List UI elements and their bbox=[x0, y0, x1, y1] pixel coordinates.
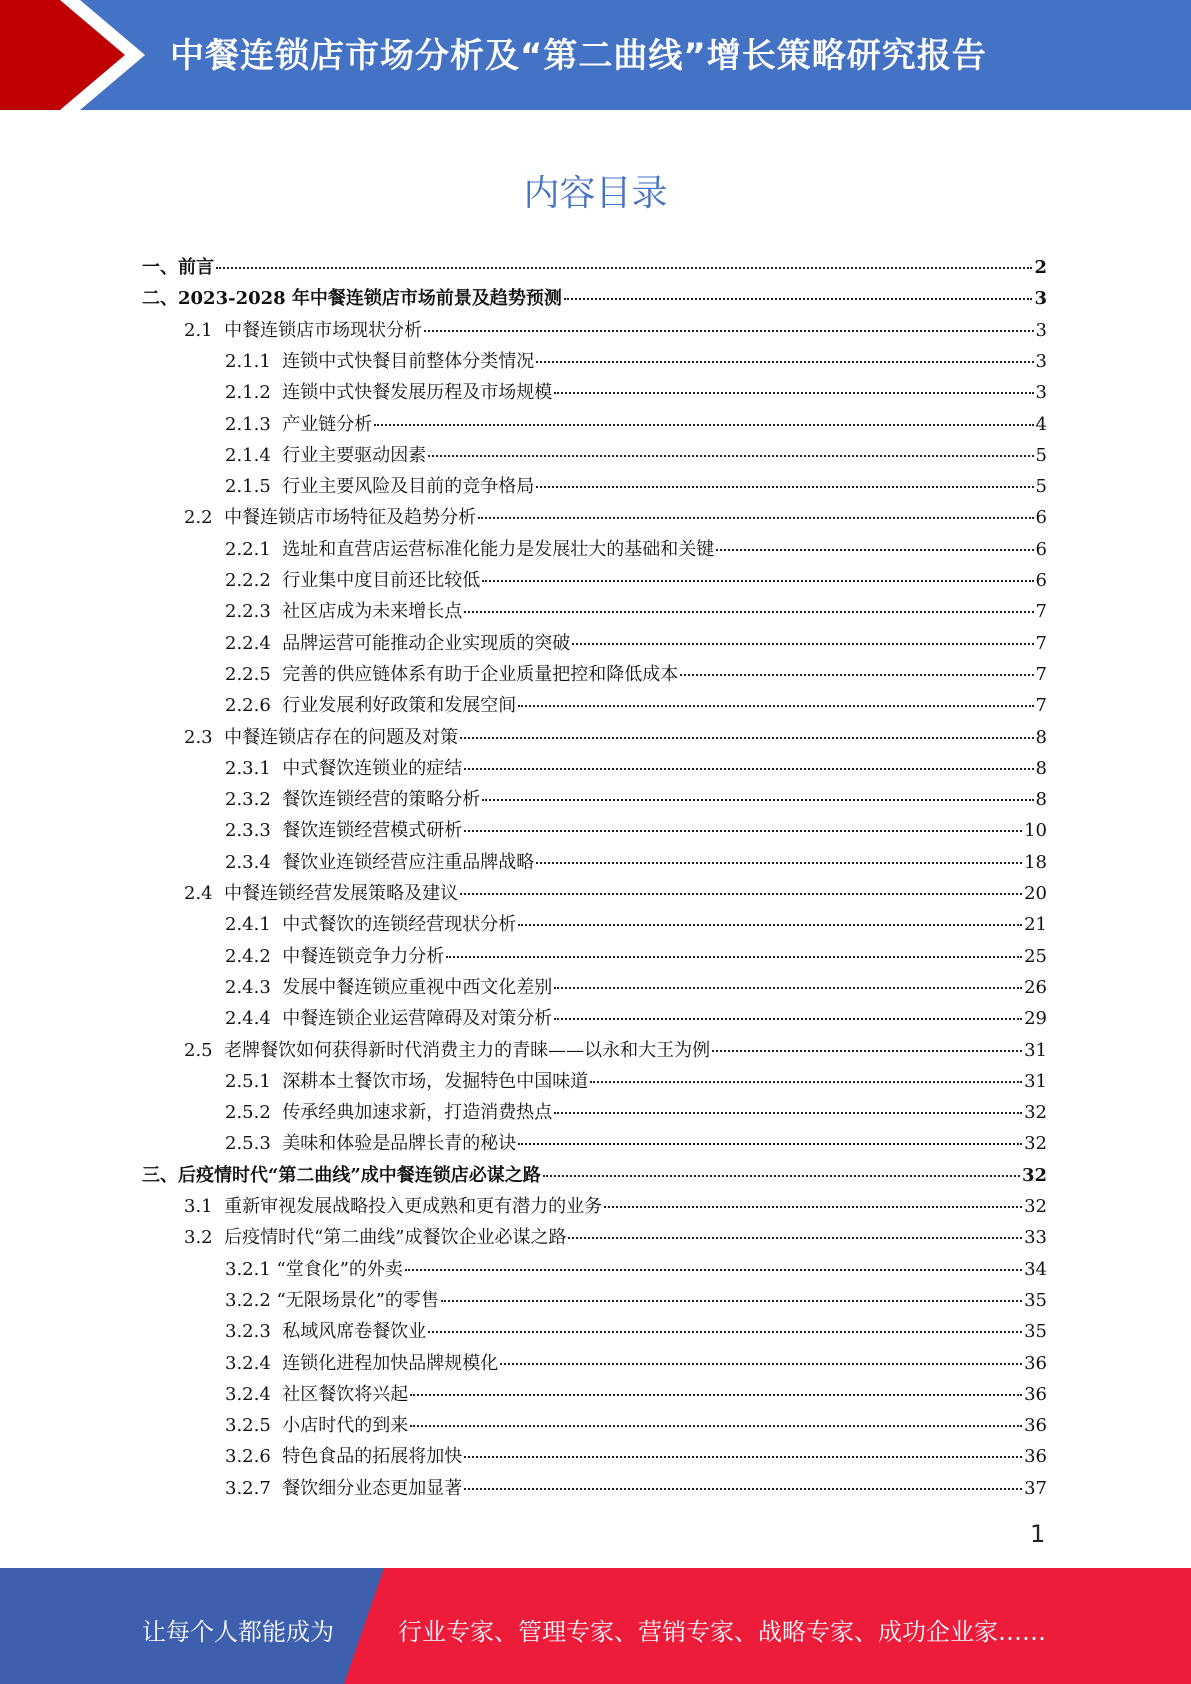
toc-entry[interactable] bbox=[225, 1474, 1047, 1504]
toc-entry-page: 36 bbox=[1024, 1446, 1047, 1468]
toc-entry[interactable] bbox=[225, 1255, 1047, 1285]
toc-entry-number: 2.5.3 bbox=[225, 1133, 283, 1155]
toc-entry-page: 32 bbox=[1024, 1102, 1047, 1124]
toc-entry-title: 2023-2028 年中餐连锁店市场前景及趋势预测 bbox=[178, 288, 562, 310]
toc-entry[interactable] bbox=[225, 378, 1047, 408]
toc-entry-number: 3.2.4 bbox=[225, 1383, 283, 1405]
toc-entry[interactable] bbox=[225, 472, 1047, 502]
toc-entry-number: 3.2.1 bbox=[225, 1258, 277, 1280]
toc-entry-title: 重新审视发展战略投入更成熟和更有潜力的业务 bbox=[224, 1196, 603, 1217]
toc-entry-title: 产业链分析 bbox=[282, 413, 373, 435]
toc-entry-number: 2.3.3 bbox=[225, 820, 283, 842]
toc-entry-number: 2.2.3 bbox=[225, 601, 283, 623]
toc-entry-title: 行业集中度目前还比较低 bbox=[282, 570, 481, 591]
toc-entry-page: 33 bbox=[1024, 1227, 1047, 1249]
toc-entry[interactable] bbox=[225, 785, 1047, 815]
page-number: 1 bbox=[1030, 1520, 1046, 1548]
toc-dot-leader bbox=[410, 1425, 1022, 1427]
toc-entry-title: 后疫情时代“第二曲线”成中餐连锁店必谋之路 bbox=[178, 1164, 541, 1186]
toc-dot-leader bbox=[518, 924, 1022, 926]
toc-entry[interactable] bbox=[225, 347, 1047, 377]
toc-entry-title: 连锁中式快餐发展历程及市场规模 bbox=[282, 382, 553, 404]
toc-entry-page: 29 bbox=[1024, 1008, 1047, 1030]
toc-entry-number: 2.1 bbox=[184, 319, 225, 341]
toc-dot-leader bbox=[554, 1018, 1022, 1020]
toc-dot-leader bbox=[543, 1175, 1020, 1177]
toc-entry-title: 深耕本土餐饮市场，发掘特色中国味道 bbox=[282, 1070, 589, 1092]
toc-entry-title: 小店时代的到来 bbox=[282, 1415, 409, 1437]
toc-entry-title: 中餐连锁店市场现状分析 bbox=[224, 319, 423, 341]
toc-entry-page: 2 bbox=[1034, 257, 1047, 278]
toc-dot-leader bbox=[712, 1050, 1022, 1052]
toc-entry[interactable] bbox=[225, 910, 1047, 940]
toc-entry-number: 2.3.4 bbox=[225, 851, 283, 873]
toc-dot-leader bbox=[482, 580, 1033, 582]
toc-dot-leader bbox=[428, 1331, 1022, 1333]
toc-entry-page: 8 bbox=[1035, 789, 1047, 811]
toc-entry-number: 3.2.4 bbox=[225, 1352, 283, 1374]
toc-entry-title: 品牌运营可能推动企业实现质的突破 bbox=[282, 632, 571, 654]
toc-entry-number: 2.2.6 bbox=[225, 695, 283, 717]
toc-entry[interactable] bbox=[225, 1411, 1047, 1441]
toc-entry-page: 6 bbox=[1035, 507, 1047, 529]
toc-entry-page: 31 bbox=[1024, 1039, 1047, 1061]
toc-entry-title: 中式餐饮的连锁经营现状分析 bbox=[282, 914, 517, 936]
toc-entry[interactable] bbox=[225, 535, 1047, 565]
toc-entry-number: 3.2.7 bbox=[225, 1477, 283, 1499]
toc-entry[interactable] bbox=[225, 629, 1047, 659]
toc-dot-leader bbox=[568, 1237, 1022, 1239]
toc-dot-leader bbox=[518, 705, 1033, 707]
toc-entry-number: 二、 bbox=[142, 288, 178, 310]
toc-entry[interactable] bbox=[184, 1036, 1047, 1066]
toc-entry-number: 2.5.1 bbox=[225, 1070, 283, 1092]
toc-entry-number: 3.2.2 bbox=[225, 1289, 277, 1311]
toc-entry-page: 37 bbox=[1024, 1477, 1047, 1499]
toc-entry-number: 3.2.5 bbox=[225, 1415, 283, 1437]
toc-entry-title: 美味和体验是品牌长青的秘诀 bbox=[282, 1133, 517, 1155]
toc-dot-leader bbox=[424, 330, 1033, 332]
toc-entry[interactable] bbox=[184, 503, 1047, 533]
toc-entry-title: 发展中餐连锁应重视中西文化差别 bbox=[282, 976, 553, 998]
toc-entry-number: 2.5.2 bbox=[225, 1102, 283, 1124]
toc-dot-leader bbox=[464, 1488, 1022, 1490]
toc-dot-leader bbox=[374, 424, 1033, 426]
toc-dot-leader bbox=[410, 1394, 1022, 1396]
toc-dot-leader bbox=[564, 298, 1033, 300]
toc-entry[interactable] bbox=[225, 1129, 1047, 1159]
toc-entry-number: 2.4.1 bbox=[225, 914, 283, 936]
toc-entry-title: 前言 bbox=[178, 257, 214, 278]
toc-entry-number: 3.1 bbox=[184, 1196, 225, 1217]
toc-entry[interactable] bbox=[225, 1004, 1047, 1034]
toc-entry-number: 2.1.3 bbox=[225, 413, 283, 435]
toc-entry-number: 3.2.3 bbox=[225, 1321, 283, 1343]
toc-dot-leader bbox=[518, 1143, 1022, 1145]
toc-entry[interactable] bbox=[225, 1380, 1047, 1410]
footer-roles: 行业专家、管理专家、营销专家、战略专家、成功企业家…… bbox=[398, 1618, 1046, 1646]
toc-entry-number: 2.3 bbox=[184, 726, 225, 748]
toc-entry-page: 36 bbox=[1024, 1352, 1047, 1374]
footer-banner bbox=[0, 1568, 1191, 1684]
toc-entry-number: 3.2 bbox=[184, 1227, 225, 1249]
toc-entry-page: 10 bbox=[1024, 820, 1047, 842]
toc-dot-leader bbox=[405, 1269, 1022, 1271]
toc-entry-page: 36 bbox=[1024, 1383, 1047, 1405]
toc-dot-leader bbox=[478, 517, 1033, 519]
toc-entry-title: 社区店成为未来增长点 bbox=[282, 601, 463, 623]
toc-entry-page: 8 bbox=[1035, 757, 1047, 779]
toc-entry-page: 21 bbox=[1024, 914, 1047, 936]
toc-entry-title: 中餐连锁企业运营障碍及对策分析 bbox=[282, 1008, 553, 1030]
toc-dot-leader bbox=[604, 1206, 1022, 1208]
toc-dot-leader bbox=[536, 486, 1033, 488]
toc-entry-number: 2.1.2 bbox=[225, 382, 283, 404]
toc-entry-page: 25 bbox=[1024, 945, 1047, 967]
toc-entry-title: 餐饮连锁经营模式研析 bbox=[282, 820, 463, 842]
toc-entry-number: 2.1.5 bbox=[225, 476, 283, 498]
toc-entry-title: 中餐连锁经营发展策略及建议 bbox=[224, 883, 459, 904]
toc-entry-number: 2.4.2 bbox=[225, 945, 283, 967]
toc-entry-page: 8 bbox=[1035, 726, 1047, 748]
toc-entry-title: 中餐连锁竞争力分析 bbox=[282, 945, 445, 967]
toc-entry[interactable] bbox=[225, 566, 1047, 596]
toc-dot-leader bbox=[464, 768, 1033, 770]
toc-entry-number: 2.2 bbox=[184, 507, 225, 529]
toc-entry-number: 2.2.1 bbox=[225, 538, 283, 560]
toc-entry-number: 2.3.2 bbox=[225, 789, 283, 811]
toc-entry-page: 7 bbox=[1035, 632, 1047, 654]
toc-entry-title: “无限场景化”的零售 bbox=[276, 1289, 439, 1311]
toc-entry[interactable] bbox=[184, 879, 1047, 909]
toc-entry-title: 老牌餐饮如何获得新时代消费主力的青睐——以永和大王为例 bbox=[224, 1039, 711, 1061]
header-banner bbox=[0, 0, 1191, 110]
toc-entry[interactable] bbox=[225, 660, 1047, 690]
toc-entry-page: 35 bbox=[1024, 1321, 1047, 1343]
toc-entry-number: 3.2.6 bbox=[225, 1446, 283, 1468]
toc-dot-leader bbox=[500, 1363, 1022, 1365]
toc-entry-number: 2.1.1 bbox=[225, 350, 283, 372]
toc-entry[interactable] bbox=[225, 597, 1047, 627]
toc-entry-title: 特色食品的拓展将加快 bbox=[282, 1446, 463, 1468]
toc-entry[interactable] bbox=[184, 723, 1047, 753]
footer-slogan: 让每个人都能成为 bbox=[142, 1618, 334, 1646]
report-title: 中餐连锁店市场分析及“第二曲线”增长策略研究报告 bbox=[170, 36, 987, 76]
toc-entry-number: 三、 bbox=[142, 1164, 178, 1186]
toc-dot-leader bbox=[441, 1300, 1022, 1302]
toc-entry-number: 2.4.4 bbox=[225, 1008, 283, 1030]
toc-entry-title: 餐饮细分业态更加显著 bbox=[282, 1477, 463, 1499]
toc-entry[interactable] bbox=[142, 1161, 1047, 1191]
toc-entry-page: 31 bbox=[1024, 1070, 1047, 1092]
toc-entry-page: 3 bbox=[1035, 382, 1047, 404]
toc-entry-title: “堂食化”的外卖 bbox=[276, 1258, 403, 1280]
toc-entry-page: 32 bbox=[1024, 1196, 1047, 1217]
toc-entry-title: 餐饮连锁经营的策略分析 bbox=[282, 789, 481, 811]
toc-heading: 内容目录 bbox=[523, 173, 668, 214]
toc-entry[interactable] bbox=[225, 1349, 1047, 1379]
toc-entry-title: 中式餐饮连锁业的症结 bbox=[282, 757, 463, 779]
toc-entry-page: 3 bbox=[1035, 319, 1047, 341]
toc-dot-leader bbox=[464, 830, 1022, 832]
toc-entry-page: 36 bbox=[1024, 1415, 1047, 1437]
toc-entry[interactable] bbox=[184, 1192, 1047, 1222]
toc-entry-page: 5 bbox=[1035, 476, 1047, 498]
toc-dot-leader bbox=[428, 455, 1033, 457]
toc-entry-title: 行业主要驱动因素 bbox=[282, 444, 427, 466]
toc-entry-title: 连锁化进程加快品牌规模化 bbox=[282, 1352, 499, 1374]
toc-entry-title: 行业主要风险及目前的竞争格局 bbox=[282, 476, 535, 498]
toc-entry[interactable] bbox=[225, 1067, 1047, 1097]
toc-dot-leader bbox=[536, 361, 1033, 363]
toc-entry-page: 6 bbox=[1035, 570, 1047, 591]
toc-entry-page: 7 bbox=[1035, 601, 1047, 623]
toc-entry[interactable] bbox=[225, 754, 1047, 784]
toc-entry[interactable] bbox=[225, 1442, 1047, 1472]
toc-entry-number: 2.2.5 bbox=[225, 663, 283, 685]
toc-entry[interactable] bbox=[225, 816, 1047, 846]
toc-entry[interactable] bbox=[225, 691, 1047, 721]
toc-entry-number: 2.2.2 bbox=[225, 570, 283, 591]
toc-entry-page: 32 bbox=[1021, 1164, 1047, 1186]
toc-entry-page: 7 bbox=[1035, 663, 1047, 685]
toc-entry[interactable] bbox=[225, 410, 1047, 440]
toc-entry-title: 行业发展利好政策和发展空间 bbox=[282, 695, 517, 717]
toc-entry-number: 2.1.4 bbox=[225, 444, 283, 466]
toc-entry-number: 一、 bbox=[142, 257, 178, 278]
toc-entry-number: 2.4.3 bbox=[225, 976, 283, 998]
toc-dot-leader bbox=[460, 737, 1033, 739]
toc-dot-leader bbox=[536, 862, 1022, 864]
toc-entry[interactable] bbox=[184, 316, 1047, 346]
toc-entry-page: 18 bbox=[1024, 851, 1047, 873]
toc-entry-number: 2.3.1 bbox=[225, 757, 283, 779]
toc-entry[interactable] bbox=[225, 1317, 1047, 1347]
toc-entry-page: 35 bbox=[1024, 1289, 1047, 1311]
toc-entry-page: 20 bbox=[1024, 883, 1047, 904]
toc-entry-title: 私域风席卷餐饮业 bbox=[282, 1321, 427, 1343]
toc-dot-leader bbox=[464, 611, 1033, 613]
toc-dot-leader bbox=[460, 893, 1022, 895]
toc-entry[interactable] bbox=[225, 1286, 1047, 1316]
toc-dot-leader bbox=[464, 1456, 1022, 1458]
toc-entry-page: 32 bbox=[1024, 1133, 1047, 1155]
toc-dot-leader bbox=[716, 549, 1033, 551]
toc-entry[interactable] bbox=[225, 441, 1047, 471]
toc-entry-number: 2.4 bbox=[184, 883, 225, 904]
toc-entry[interactable] bbox=[142, 284, 1047, 314]
toc-dot-leader bbox=[554, 1112, 1022, 1114]
toc-dot-leader bbox=[216, 267, 1032, 269]
toc-dot-leader bbox=[680, 674, 1033, 676]
toc-entry-page: 6 bbox=[1035, 538, 1047, 560]
toc-entry-title: 餐饮业连锁经营应注重品牌战略 bbox=[282, 851, 535, 873]
toc-entry[interactable] bbox=[225, 1098, 1047, 1128]
toc-entry-title: 中餐连锁店存在的问题及对策 bbox=[224, 726, 459, 748]
toc-entry-page: 7 bbox=[1035, 695, 1047, 717]
toc-dot-leader bbox=[554, 987, 1022, 989]
toc-entry[interactable] bbox=[184, 1223, 1047, 1253]
toc-dot-leader bbox=[554, 392, 1033, 394]
toc-entry-page: 3 bbox=[1035, 350, 1047, 372]
toc-dot-leader bbox=[482, 799, 1033, 801]
toc-entry-title: 完善的供应链体系有助于企业质量把控和降低成本 bbox=[282, 663, 679, 685]
toc-entry-title: 传承经典加速求新，打造消费热点 bbox=[282, 1102, 553, 1124]
toc-entry-title: 后疫情时代“第二曲线”成餐饮企业必谋之路 bbox=[224, 1227, 567, 1249]
toc-dot-leader bbox=[446, 956, 1022, 958]
toc-entry[interactable] bbox=[225, 973, 1047, 1003]
toc-entry-number: 2.5 bbox=[184, 1039, 225, 1061]
toc-entry-page: 4 bbox=[1035, 413, 1047, 435]
toc-entry-number: 2.2.4 bbox=[225, 632, 283, 654]
toc-entry-title: 社区餐饮将兴起 bbox=[282, 1383, 409, 1405]
toc-entry[interactable] bbox=[225, 942, 1047, 972]
toc-entry-page: 5 bbox=[1035, 444, 1047, 466]
toc-entry-title: 中餐连锁店市场特征及趋势分析 bbox=[224, 507, 477, 529]
toc-entry-title: 选址和直营店运营标准化能力是发展壮大的基础和关键 bbox=[282, 538, 715, 560]
toc-entry[interactable] bbox=[142, 253, 1047, 283]
toc-entry-page: 3 bbox=[1034, 288, 1047, 310]
toc-dot-leader bbox=[590, 1081, 1022, 1083]
toc-entry-page: 26 bbox=[1024, 976, 1047, 998]
toc-entry-title: 连锁中式快餐目前整体分类情况 bbox=[282, 350, 535, 372]
toc-entry-page: 34 bbox=[1024, 1258, 1047, 1280]
toc-dot-leader bbox=[572, 643, 1033, 645]
toc-entry[interactable] bbox=[225, 848, 1047, 878]
